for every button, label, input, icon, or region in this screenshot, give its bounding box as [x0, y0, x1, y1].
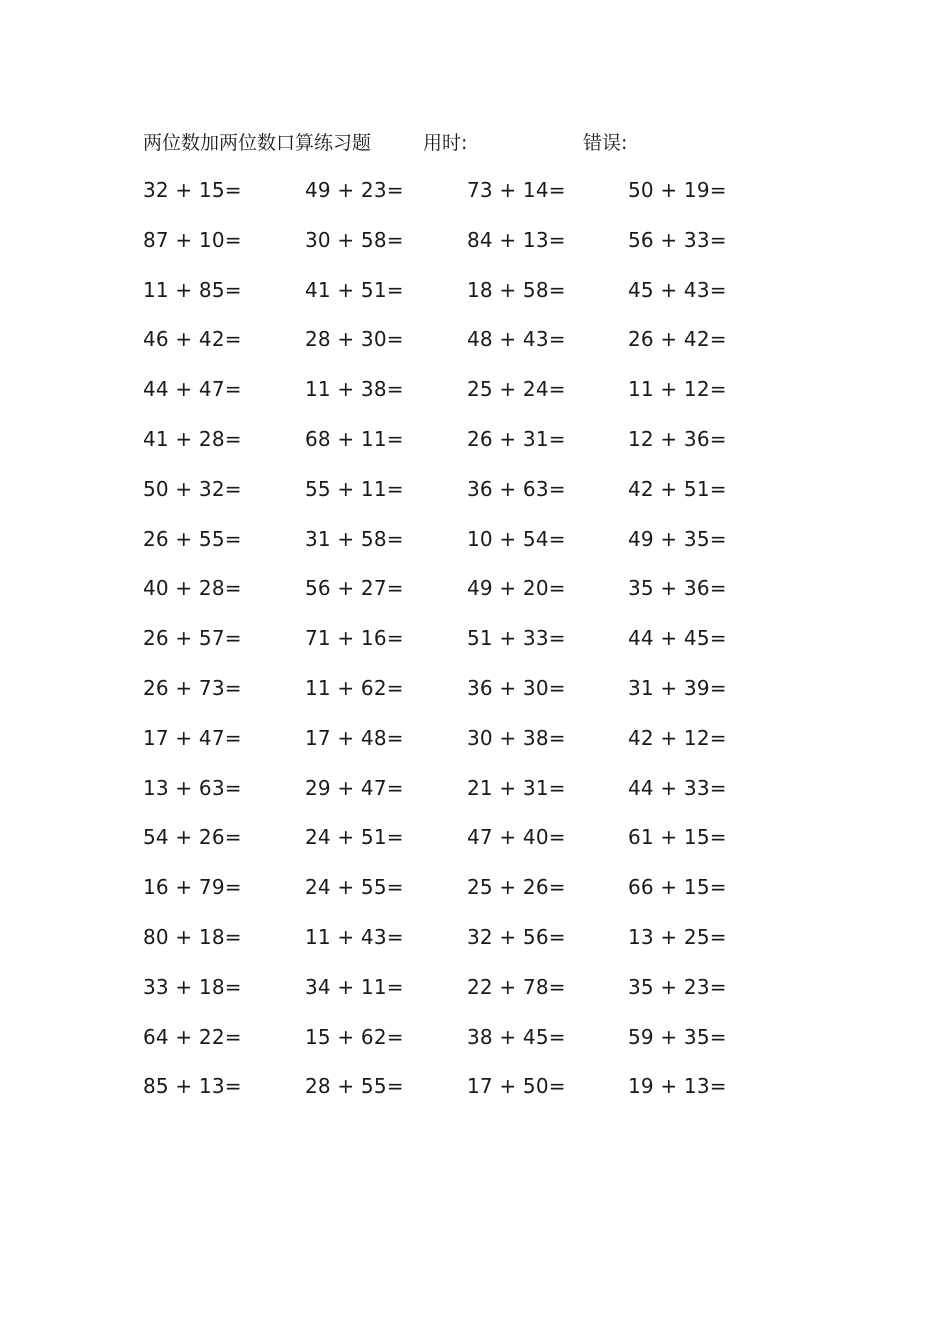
- problem-item: 32 + 56=: [467, 924, 566, 949]
- errors-label: 错误:: [583, 132, 628, 154]
- problem-item: 54 + 26=: [143, 825, 242, 850]
- problem-item: 21 + 31=: [467, 775, 566, 800]
- problem-item: 48 + 43=: [467, 327, 566, 352]
- worksheet-title: 两位数加两位数口算练习题: [143, 132, 372, 154]
- problem-item: 29 + 47=: [305, 775, 404, 800]
- problem-item: 55 + 11=: [305, 476, 404, 501]
- problem-item: 36 + 30=: [467, 675, 566, 700]
- problem-item: 11 + 38=: [305, 377, 404, 402]
- problem-item: 56 + 27=: [305, 576, 404, 601]
- problem-item: 50 + 32=: [143, 476, 242, 501]
- problem-item: 66 + 15=: [628, 875, 727, 900]
- problem-item: 13 + 25=: [628, 924, 727, 949]
- problem-item: 87 + 10=: [143, 227, 242, 252]
- problem-item: 19 + 13=: [628, 1074, 727, 1099]
- problem-item: 56 + 33=: [628, 227, 727, 252]
- problem-item: 68 + 11=: [305, 426, 404, 451]
- problem-item: 35 + 23=: [628, 974, 727, 999]
- problem-item: 17 + 50=: [467, 1074, 566, 1099]
- problem-item: 22 + 78=: [467, 974, 566, 999]
- problem-item: 24 + 51=: [305, 825, 404, 850]
- problem-item: 34 + 11=: [305, 974, 404, 999]
- problem-item: 44 + 45=: [628, 626, 727, 651]
- problem-item: 12 + 36=: [628, 426, 727, 451]
- problem-item: 45 + 43=: [628, 277, 727, 302]
- problem-item: 26 + 42=: [628, 327, 727, 352]
- time-label: 用时:: [423, 132, 468, 154]
- problem-item: 18 + 58=: [467, 277, 566, 302]
- problem-item: 44 + 47=: [143, 377, 242, 402]
- problem-item: 64 + 22=: [143, 1024, 242, 1049]
- problem-item: 16 + 79=: [143, 875, 242, 900]
- problem-item: 25 + 26=: [467, 875, 566, 900]
- problem-item: 11 + 43=: [305, 924, 404, 949]
- problem-item: 51 + 33=: [467, 626, 566, 651]
- problem-item: 41 + 28=: [143, 426, 242, 451]
- problem-item: 26 + 31=: [467, 426, 566, 451]
- problem-item: 13 + 63=: [143, 775, 242, 800]
- worksheet-header: [0, 128, 950, 158]
- problem-item: 30 + 38=: [467, 725, 566, 750]
- problem-item: 71 + 16=: [305, 626, 404, 651]
- problem-item: 25 + 24=: [467, 377, 566, 402]
- problem-item: 26 + 55=: [143, 526, 242, 551]
- problem-item: 41 + 51=: [305, 277, 404, 302]
- problem-item: 24 + 55=: [305, 875, 404, 900]
- problem-item: 40 + 28=: [143, 576, 242, 601]
- problem-grid: [143, 175, 843, 1121]
- problem-item: 49 + 23=: [305, 178, 404, 202]
- problem-item: 73 + 14=: [467, 178, 566, 202]
- problem-item: 15 + 62=: [305, 1024, 404, 1049]
- problem-item: 31 + 58=: [305, 526, 404, 551]
- problem-item: 44 + 33=: [628, 775, 727, 800]
- problem-item: 38 + 45=: [467, 1024, 566, 1049]
- problem-item: 49 + 20=: [467, 576, 566, 601]
- problem-item: 28 + 30=: [305, 327, 404, 352]
- problem-item: 11 + 12=: [628, 377, 727, 402]
- problem-item: 46 + 42=: [143, 327, 242, 352]
- problem-item: 85 + 13=: [143, 1074, 242, 1099]
- problem-item: 32 + 15=: [143, 178, 242, 202]
- problem-item: 35 + 36=: [628, 576, 727, 601]
- problem-item: 84 + 13=: [467, 227, 566, 252]
- problem-item: 49 + 35=: [628, 526, 727, 551]
- problem-item: 36 + 63=: [467, 476, 566, 501]
- problem-item: 61 + 15=: [628, 825, 727, 850]
- problem-item: 26 + 73=: [143, 675, 242, 700]
- problem-item: 10 + 54=: [467, 526, 566, 551]
- problem-item: 42 + 12=: [628, 725, 727, 750]
- problem-item: 30 + 58=: [305, 227, 404, 252]
- problem-item: 17 + 47=: [143, 725, 242, 750]
- problem-item: 28 + 55=: [305, 1074, 404, 1099]
- problem-item: 11 + 62=: [305, 675, 404, 700]
- problem-item: 31 + 39=: [628, 675, 727, 700]
- problem-item: 47 + 40=: [467, 825, 566, 850]
- problem-item: 59 + 35=: [628, 1024, 727, 1049]
- problem-item: 11 + 85=: [143, 277, 242, 302]
- problem-item: 33 + 18=: [143, 974, 242, 999]
- problem-item: 42 + 51=: [628, 476, 727, 501]
- problem-item: 80 + 18=: [143, 924, 242, 949]
- problem-item: 50 + 19=: [628, 178, 727, 202]
- problem-item: 26 + 57=: [143, 626, 242, 651]
- problem-item: 17 + 48=: [305, 725, 404, 750]
